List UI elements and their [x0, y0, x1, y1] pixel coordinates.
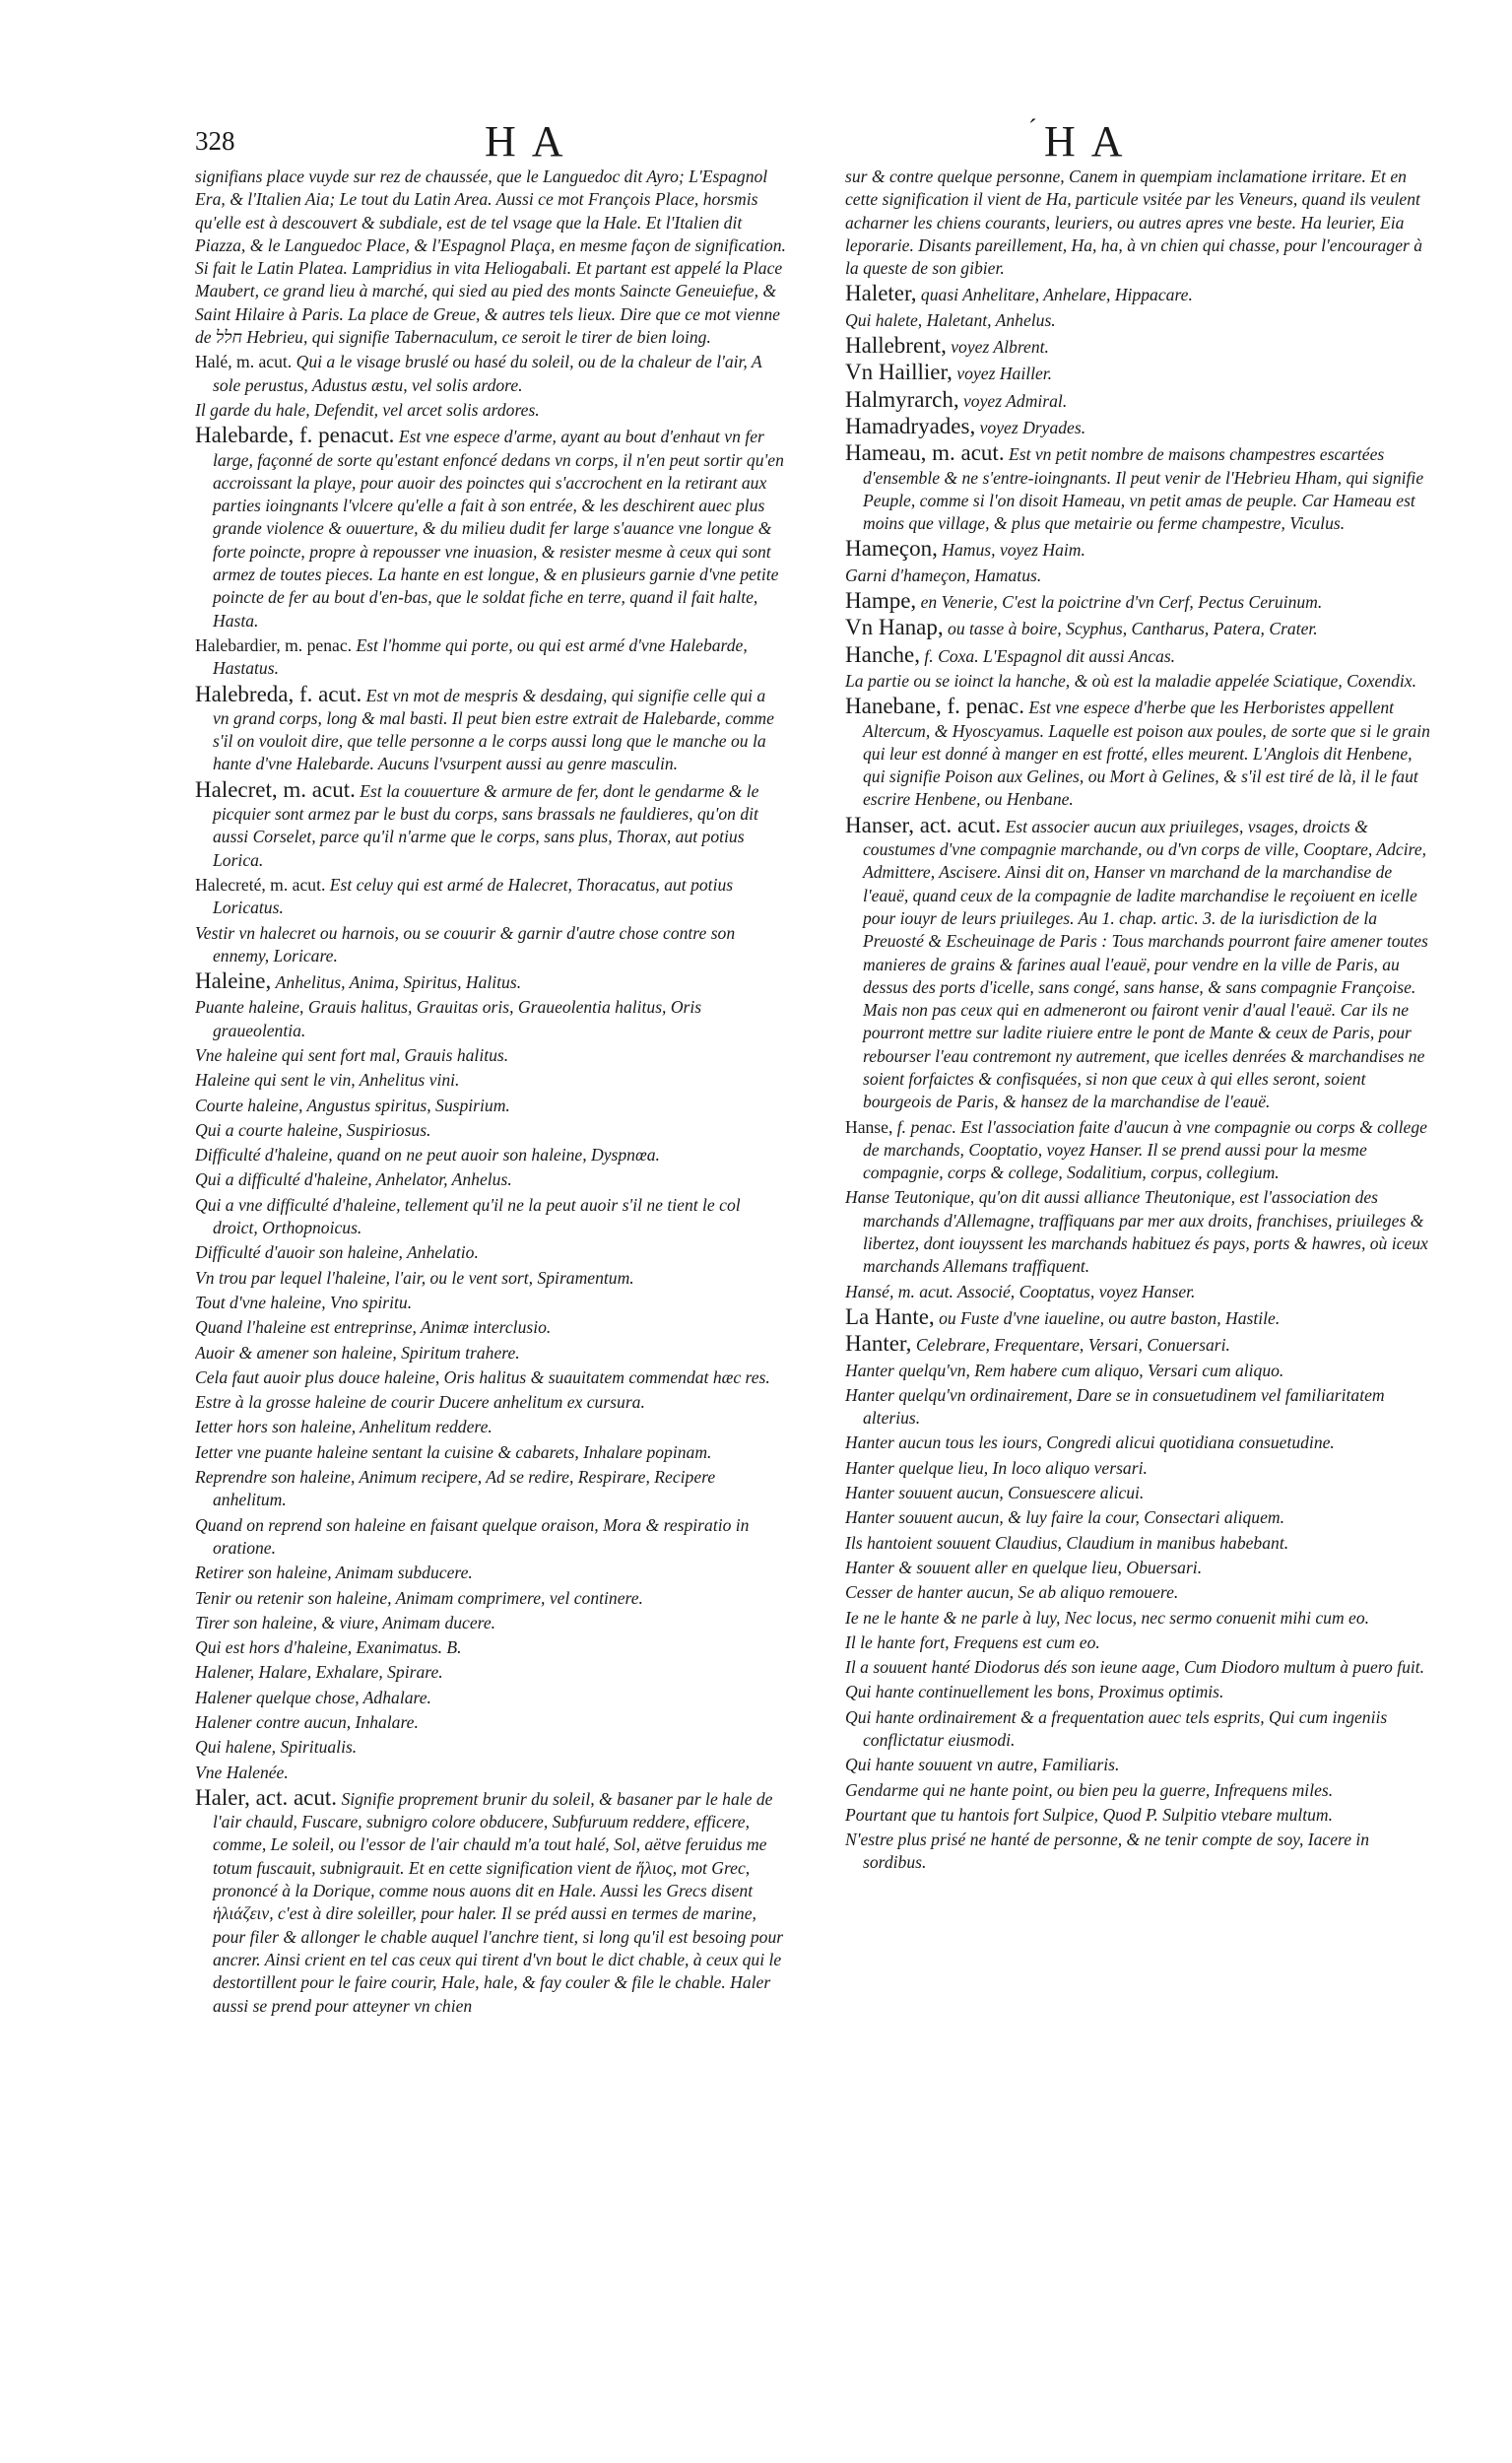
dictionary-entry — [195, 1095, 786, 1117]
dictionary-entry — [845, 1116, 1436, 1185]
dictionary-entry — [195, 1587, 786, 1610]
dictionary-entry — [845, 1457, 1436, 1480]
dictionary-entry — [195, 1711, 786, 1734]
entry-definition: Garni d'hameçon, Hamatus. — [845, 565, 1042, 585]
dictionary-entry — [195, 634, 786, 681]
entry-definition: Il a souuent hanté Diodorus dés son ieune aage, Cum Diodoro multum à puero fuit. — [845, 1657, 1425, 1678]
dictionary-entry — [845, 537, 1436, 562]
entry-definition: Est vne espece d'herbe que les Herboristes appellent Altercum, & Hyoscyamus. Laquelle est poison aux poules, de sorte que si le grain qui leur est donné à manger en est frotté, elles meurent. L'Anglois dit Henbene, qui signifie Poison aux Gelines, ou Mort à Gelines, & s'il est tiré de là, il le faut escrire Henbene, ou Henbane. — [863, 698, 1430, 810]
entry-definition: Gendarme qui ne hante point, ou bien peu la guerre, Infrequens miles. — [845, 1779, 1334, 1800]
entry-definition: Hanter quelque lieu, In loco aliquo versari. — [845, 1457, 1148, 1478]
entry-definition: voyez Admiral. — [963, 390, 1068, 411]
entry-definition: Estre à la grosse haleine de courir Ducere anhelitum ex cursura. — [195, 1392, 645, 1413]
entry-definition: Hanse Teutonique, qu'on dit aussi alliance Theutonique, est l'association des marchands d'Allemagne, traffiquans par mer aux droits, franchises, priuileges & libertez, dont iouyssent les marchands habituez és pays, ports & hawres, où iceux marchands Allemans traffiquent. — [845, 1187, 1428, 1277]
entry-definition: Est vne espece d'arme, ayant au bout d'enhaut vn fer large, façonné de sorte qu'estant enfoncé dedans vn corps, il n'en peut sortir qu'en accroissant la playe, pour auoir des poinctes qui s'accrochent en la retirant aux parties ioingnants l'vlcere qu'elle a fait à son entrée, & les deschirent auec plus grande violence & ouuerture, & du milieu dudit fer large s'auance vne longue & forte poincte, propre à repousser vne inuasion, & resister mesme à ceux qui sont armez de toutes pieces. La hante en est longue, & en plusieurs garnie d'vne petite poincte de fer au bout d'en-bas, que le soldat fiche en terre, quand il fait halte, Hasta. — [213, 427, 784, 631]
entry-definition: Qui est hors d'haleine, Exanimatus. B. — [195, 1637, 462, 1658]
entry-headword: Vn Hanap, — [845, 615, 944, 640]
dictionary-entry — [195, 1416, 786, 1438]
dictionary-entry — [195, 1241, 786, 1264]
entry-definition: Qui hante continuellement les bons, Proximus optimis. — [845, 1682, 1224, 1702]
dictionary-entry — [845, 670, 1436, 693]
entry-definition: Cela faut auoir plus douce haleine, Oris halitus & suauitatem commendat hæc res. — [195, 1366, 770, 1387]
entry-headword: Hanser, act. acut. — [845, 812, 1002, 837]
entry-headword: Hamadryades, — [845, 413, 976, 438]
entry-definition: Quand l'haleine est entreprinse, Animæ interclusio. — [195, 1317, 552, 1338]
entry-definition: Hanter & souuent aller en quelque lieu, Obuersari. — [845, 1557, 1203, 1577]
entry-definition: Ie ne le hante & ne parle à luy, Nec locus, nec sermo conuenit mihi cum eo. — [845, 1607, 1370, 1628]
entry-definition: Hanter souuent aucun, & luy faire la cour, Consectari aliquem. — [845, 1507, 1284, 1528]
entry-definition: Cesser de hanter aucun, Se ab aliquo remouere. — [845, 1582, 1179, 1603]
entry-definition: Pourtant que tu hantois fort Sulpice, Quod P. Sulpitio vtebare multum. — [845, 1804, 1334, 1825]
entry-definition: N'estre plus prisé ne hanté de personne, & ne tenir compte de soy, Iacere in sordibus. — [845, 1830, 1370, 1873]
dictionary-entry — [845, 1829, 1436, 1875]
entry-definition: Qui hante souuent vn autre, Familiaris. — [845, 1755, 1120, 1775]
entry-definition: Courte haleine, Angustus spiritus, Suspirium. — [195, 1095, 510, 1115]
dictionary-entry — [845, 589, 1436, 614]
dictionary-entry — [845, 1431, 1436, 1454]
running-head-accent: ´ — [1028, 114, 1037, 143]
entry-definition: voyez Dryades. — [979, 417, 1086, 437]
entry-definition: Est vn mot de mespris & desdaing, qui signifie celle qui a vn grand corps, long & mal basti. Il peut bien estre extrait de Halebarde, comme s'il on vouloit dire, que telle personne a le corps aussi long que le manche ou la hante d'vne Halebarde. Aucuns l'vsurpent aussi au genre masculin. — [213, 685, 774, 774]
entry-definition: Il le hante fort, Frequens est cum eo. — [845, 1631, 1100, 1652]
dictionary-entry — [195, 969, 786, 994]
entry-definition: Qui hante ordinairement & a frequentation auec tels esprits, Qui cum ingeniis conflictatur eiusmodi. — [845, 1706, 1388, 1750]
dictionary-entry — [195, 1762, 786, 1784]
entry-headword: Hanse, — [845, 1116, 893, 1137]
dictionary-entry — [195, 1069, 786, 1092]
entry-definition: Hanter quelqu'vn, Rem habere cum aliquo, Versari cum aliquo. — [845, 1360, 1284, 1380]
entry-definition: ou tasse à boire, Scyphus, Cantharus, Patera, Crater. — [948, 619, 1318, 639]
entry-definition: Qui a difficulté d'haleine, Anhelator, Anhelus. — [195, 1169, 512, 1190]
dictionary-entry — [195, 874, 786, 920]
entry-definition: Quand on reprend son haleine en faisant quelque oraison, Mora & respiratio in oratione. — [195, 1514, 750, 1558]
dictionary-entry — [845, 309, 1436, 332]
entry-definition: Tirer son haleine, & viure, Animam ducere. — [195, 1612, 496, 1632]
dictionary-entry — [845, 1360, 1436, 1382]
dictionary-entry — [195, 1661, 786, 1684]
dictionary-entry — [845, 334, 1436, 359]
right-column — [845, 166, 1436, 2372]
dictionary-entry — [845, 1532, 1436, 1555]
entry-headword: Hampe, — [845, 588, 917, 614]
dictionary-entry — [195, 1612, 786, 1634]
entry-headword: Vn Haillier, — [845, 360, 953, 385]
dictionary-entry — [195, 996, 786, 1042]
entry-definition: Ietter hors son haleine, Anhelitum reddere. — [195, 1417, 493, 1437]
entry-definition: Haleine qui sent le vin, Anhelitus vini. — [195, 1070, 460, 1091]
entry-definition: Celebrare, Frequentare, Versari, Conuersari. — [915, 1335, 1230, 1356]
dictionary-entry — [195, 1514, 786, 1561]
dictionary-entry — [195, 1366, 786, 1389]
entry-definition: f. Coxa. L'Espagnol dit aussi Ancas. — [924, 645, 1176, 666]
entry-definition: Hanter aucun tous les iours, Congredi alicui quotidiana consuetudine. — [845, 1432, 1335, 1453]
dictionary-entry — [195, 1466, 786, 1512]
entry-headword: La Hante, — [845, 1303, 935, 1329]
dictionary-entry — [195, 1786, 786, 2018]
dictionary-entry — [845, 1631, 1436, 1654]
entry-headword: Haleine, — [195, 968, 272, 994]
entry-definition: Vne haleine qui sent fort mal, Grauis halitus. — [195, 1044, 509, 1065]
entry-definition: Est celuy qui est armé de Halecret, Thoracatus, aut potius Loricatus. — [213, 874, 734, 918]
page-number: 328 — [195, 126, 235, 156]
entry-definition: quasi Anhelitare, Anhelare, Hippacare. — [920, 285, 1193, 305]
dictionary-entry — [195, 1636, 786, 1659]
entry-definition: sur & contre quelque personne, Canem in quempiam inclamatione irritare. Et en cette signification il vient de Ha, particule vsitée par les Veneurs, quand ils veulent acharner les chiens courants, leuriers, ou autres apres vne beste. Ha leurier, Eia leporarie. Disants pareillement, Ha, ha, à vn chien qui chasse, pour l'encourager à la queste de son gibier. — [845, 166, 1423, 279]
dictionary-entry — [195, 1342, 786, 1365]
left-column — [195, 166, 786, 2372]
dictionary-entry — [845, 1281, 1436, 1303]
entry-definition: Halener quelque chose, Adhalare. — [195, 1687, 431, 1707]
entry-headword: Halebarde, f. penacut. — [195, 423, 395, 448]
entry-definition: voyez Hailler. — [956, 364, 1053, 384]
dictionary-entry — [845, 1779, 1436, 1802]
entry-headword: Halebardier, m. penac. — [195, 634, 353, 655]
dictionary-entry — [195, 1391, 786, 1414]
dictionary-entry — [845, 1384, 1436, 1431]
entry-definition: Tout d'vne haleine, Vno spiritu. — [195, 1292, 413, 1312]
entry-definition: Reprendre son haleine, Animum recipere, Ad se redire, Respirare, Recipere anhelitum. — [195, 1467, 716, 1510]
entry-headword: Hameau, m. acut. — [845, 440, 1005, 466]
entry-definition: ou Fuste d'vne iaueline, ou autre baston, Hastile. — [939, 1307, 1281, 1328]
entry-headword: Hanebane, f. penac. — [845, 694, 1024, 719]
entry-definition: Hamus, voyez Haim. — [942, 540, 1085, 561]
dictionary-entry — [195, 1316, 786, 1339]
entry-headword: Halecret, m. acut. — [195, 776, 356, 802]
dictionary-entry — [195, 1044, 786, 1067]
dictionary-entry — [845, 441, 1436, 535]
dictionary-entry — [845, 166, 1436, 280]
running-head-right: HA — [1044, 117, 1139, 166]
dictionary-entry — [195, 399, 786, 422]
dictionary-entry — [845, 565, 1436, 587]
running-head-left: HA — [485, 117, 579, 166]
dictionary-entry — [845, 1506, 1436, 1529]
entry-definition: Est la couuerture & armure de fer, dont le gendarme & le picquier sont armez par le bust du corps, sans brassals ne fauldieres, qu'on dit aussi Corselet, parce qu'il n'arme que le corps, sans plus, Thorax, aut potius Lorica. — [213, 780, 759, 870]
entry-headword: Halé, m. acut. — [195, 352, 293, 372]
dictionary-entry — [195, 1736, 786, 1759]
dictionary-entry — [195, 778, 786, 872]
dictionary-entry — [195, 683, 786, 776]
entry-definition: Anhelitus, Anima, Spiritus, Halitus. — [275, 972, 522, 993]
entry-definition: Halener contre aucun, Inhalare. — [195, 1712, 419, 1732]
entry-headword: Hameçon, — [845, 536, 938, 562]
entry-headword: Haler, act. acut. — [195, 1784, 338, 1810]
dictionary-entry — [845, 1557, 1436, 1579]
dictionary-entry — [845, 388, 1436, 413]
entry-definition: Auoir & amener son haleine, Spiritum trahere. — [195, 1342, 520, 1363]
dictionary-entry — [195, 424, 786, 632]
entry-definition: signifians place vuyde sur rez de chaussée, que le Languedoc dit Ayro; L'Espagnol Era, & l'Italien Aia; Le tout du Latin Area. Aussi ce mot François Place, horsmis qu'elle est à descouvert & subdiale, est de tel vsage que la Hale. Et l'Italien dit Piazza, & le Languedoc Place, & l'Espagnol Plaça, en mesme façon de signification. Si fait le Latin Platea. Lampridius in vita Heliogabali. Et partant est appelé la Place Maubert, ce grand lieu à marché, qui sied au pied des monts Saincte Geneuiefue, & Saint Hilaire à Paris. La place de Greue, & autres tels lieux. Dire que ce mot vienne de חלל Hebrieu, qui signifie Tabernaculum, ce seroit le tirer de bien loing. — [195, 166, 786, 348]
entry-definition: Qui a courte haleine, Suspiriosus. — [195, 1119, 431, 1140]
dictionary-entry — [845, 1581, 1436, 1604]
entry-definition: Tenir ou retenir son haleine, Animam comprimere, vel continere. — [195, 1587, 643, 1608]
entry-definition: Hanter quelqu'vn ordinairement, Dare se in consuetudinem vel familiaritatem alterius. — [845, 1384, 1385, 1429]
entry-definition: Hansé, m. acut. Associé, Cooptatus, voyez Hanser. — [845, 1281, 1196, 1301]
entry-definition: Retirer son haleine, Animam subducere. — [195, 1563, 473, 1583]
dictionary-entry — [845, 415, 1436, 439]
entry-definition: Qui halete, Haletant, Anhelus. — [845, 309, 1056, 330]
dictionary-entry — [845, 643, 1436, 668]
dictionary-entry — [845, 1186, 1436, 1278]
entry-definition: Difficulté d'auoir son haleine, Anhelatio. — [195, 1242, 479, 1263]
entry-definition: Qui a le visage bruslé ou hasé du soleil, ou de la chaleur de l'air, A sole perustus, Adustus æstu, vel solis ardore. — [213, 352, 762, 395]
dictionary-entry — [195, 1267, 786, 1290]
dictionary-entry — [845, 282, 1436, 306]
entry-headword: Hanche, — [845, 641, 920, 667]
dictionary-entry — [195, 1292, 786, 1314]
entry-headword: Hallebrent, — [845, 333, 947, 359]
entry-definition: Halener, Halare, Exhalare, Spirare. — [195, 1662, 443, 1683]
entry-definition: Signifie proprement brunir du soleil, & basaner par le hale de l'air chauld, Fuscare, subnigro colore obducere, Subfuruum reddere, efficere, comme, Le soleil, ou l'essor de l'air chauld m'a tout halé, Sol, aëtve feruidus me totum fuscauit, subnigrauit. Et en cette signification vient de ἥλιος, mot Grec, prononcé à la Dorique, comme nous auons dit en Hale. Aussi les Grecs disent ἡλιάζειν, c'est à dire soleiller, pour haler. Il se préd aussi en termes de marine, pour filer & allonger le chable auquel l'anchre tient, si long qu'il est besoing pour ancrer. Ainsi crient en tel cas ceux qui tirent d'vn bout le dict chable, à ceux qui le destortillent pour le faire courir, Hale, hale, & fay couler & file le chable. Haler aussi se prend pour atteyner vn chien — [213, 1788, 784, 2016]
dictionary-entry — [845, 1656, 1436, 1679]
entry-headword: Halebreda, f. acut. — [195, 681, 362, 706]
dictionary-entry — [195, 166, 786, 349]
entry-definition: Il garde du hale, Defendit, vel arcet solis ardores. — [195, 399, 540, 420]
entry-definition: Est associer aucun aux priuileges, vsages, droicts & coustumes d'vne compagnie marchande, ou d'vn corps de ville, Cooptare, Adcire, Admittere, Ascisere. Ainsi dit on, Hanser vn marchand de la marchandise de l'eauë, quand ceux de la compagnie de ladite marchandise le reçoiuent en icelle pour iouyr de leurs priuileges. Au 1. chap. artic. 3. de la iurisdiction de la Preuosté & Escheuinage de Paris : Tous marchands pourront faire amener toutes manieres de grains & farines aual l'eauë, pour vendre en la ville de Paris, au dessus des ports d'icelle, sans congé, sans hanse, & sans compagnie Françoise. Mais non pas ceux qui en admeneront ou fairont venir d'aual l'eauë. Car ils ne pourront mettre sur ladite riuiere entre le pont de Mante & ceux de Paris, pour rebourser l'eau contremont ny autrement, que icelles denrées & marchandises ne soient forfaictes & confisquées, si non que ceux à qui elles seront, soient bourgeois de Paris, & hansez de la marchandise de l'eauë. — [863, 816, 1428, 1112]
dictionary-entry — [195, 1687, 786, 1709]
dictionary-entry — [195, 1144, 786, 1166]
dictionary-entry — [845, 1804, 1436, 1827]
dictionary-entry — [845, 1332, 1436, 1357]
dictionary-entry — [195, 922, 786, 968]
entry-definition: Qui halene, Spiritualis. — [195, 1737, 358, 1758]
entry-headword: Halmyrarch, — [845, 386, 959, 412]
dictionary-entry — [845, 814, 1436, 1114]
entry-definition: voyez Albrent. — [951, 337, 1049, 358]
entry-headword: Haleter, — [845, 281, 917, 306]
dictionary-entry — [845, 695, 1436, 811]
entry-definition: Difficulté d'haleine, quand on ne peut auoir son haleine, Dyspnœa. — [195, 1145, 660, 1165]
entry-definition: Vn trou par lequel l'haleine, l'air, ou le vent sort, Spiramentum. — [195, 1267, 634, 1288]
entry-definition: en Venerie, C'est la poictrine d'vn Cerf, Pectus Ceruinum. — [920, 592, 1323, 613]
entry-definition: Puante haleine, Grauis halitus, Grauitas oris, Graueolentia halitus, Oris graueolentia. — [195, 997, 702, 1040]
dictionary-entry — [845, 361, 1436, 385]
dictionary-entry — [195, 1119, 786, 1142]
dictionary-entry — [845, 1754, 1436, 1776]
entry-definition: Est vn petit nombre de maisons champestres escartées d'ensemble & ne s'entre-ioingnants. Il peut venir de l'Hebrieu Hham, qui signifie Peuple, comme si l'on disoit Hameau, vn petit amas de peuple. Car Hameau est moins que village, & plus que metairie ou ferme champestre, Viculus. — [863, 444, 1424, 534]
entry-definition: Qui a vne difficulté d'haleine, tellement qu'il ne la peut auoir s'il ne tient le col droict, Orthopnoicus. — [195, 1194, 741, 1238]
dictionary-entry — [195, 351, 786, 397]
entry-definition: La partie ou se ioinct la hanche, & où est la maladie appelée Sciatique, Coxendix. — [845, 670, 1416, 691]
dictionary-entry — [845, 1681, 1436, 1703]
dictionary-entry — [845, 1607, 1436, 1630]
dictionary-entry — [195, 1562, 786, 1584]
entry-definition: Est l'homme qui porte, ou qui est armé d'vne Halebarde, Hastatus. — [213, 634, 748, 679]
dictionary-entry — [195, 1168, 786, 1191]
entry-definition: Vne Halenée. — [195, 1762, 289, 1782]
entry-definition: Vestir vn halecret ou harnois, ou se couurir & garnir d'autre chose contre son ennemy, Loricare. — [195, 922, 736, 965]
entry-headword: Halecreté, m. acut. — [195, 874, 326, 895]
dictionary-entry — [195, 1194, 786, 1240]
dictionary-entry — [195, 1441, 786, 1464]
dictionary-entry — [845, 1482, 1436, 1504]
entry-definition: f. penac. Est l'association faite d'aucun à vne compagnie ou corps & college de marchands, Cooptatio, voyez Hanser. Il se prend aussi pour la mesme compagnie, corps & college, Sodalitium, corpus, collegium. — [863, 1116, 1427, 1183]
dictionary-entry — [845, 1305, 1436, 1330]
dictionary-entry — [845, 1706, 1436, 1753]
entry-definition: Ils hantoient souuent Claudius, Claudium in manibus habebant. — [845, 1532, 1289, 1553]
dictionary-entry — [845, 616, 1436, 640]
entry-definition: Hanter souuent aucun, Consuescere alicui. — [845, 1483, 1145, 1503]
entry-headword: Hanter, — [845, 1331, 912, 1357]
entry-definition: Ietter vne puante haleine sentant la cuisine & cabarets, Inhalare popinam. — [195, 1441, 712, 1462]
